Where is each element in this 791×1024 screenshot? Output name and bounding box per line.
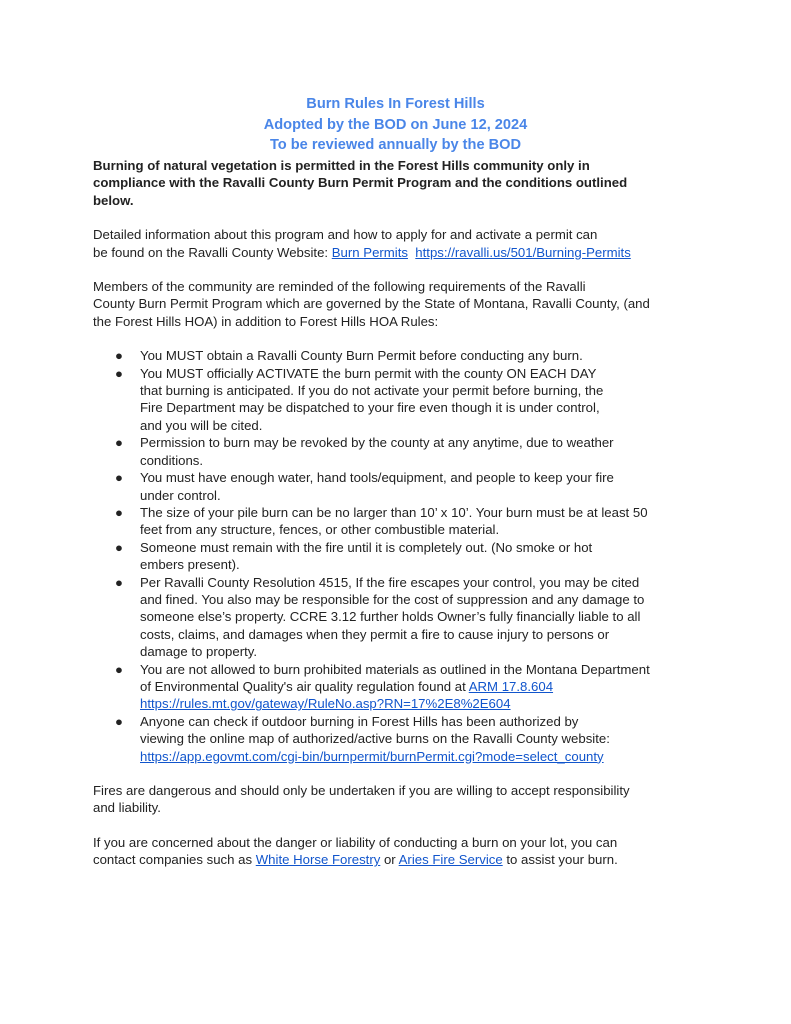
bullet-icon: ●	[115, 435, 123, 451]
ravalli-burning-permits-link[interactable]: https://ravalli.us/501/Burning-Permits	[415, 244, 631, 260]
list-item-text: Someone must remain with the fire until it is completely out. (No smoke or hot embers present).	[140, 539, 593, 573]
review-note: To be reviewed annually by the BOD	[269, 137, 522, 153]
list-item-text: Per Ravalli County Resolution 4515, If the fire escapes your control, you may be cited and fined. You also may be responsible for the cost of suppression and any damage to someone else’s property. CCRE 3.12 further holds Owner’s fully financially liable to all costs, claims, and damages when they permit a fire to cause injury to persons or damage to property.	[140, 574, 645, 660]
list-item	[93, 434, 713, 469]
danger-paragraph: Fires are dangerous and should only be undertaken if you are willing to accept responsibility and liability.	[93, 783, 630, 816]
list-item-text: Permission to burn may be revoked by the county at any anytime, due to weather conditions.	[140, 435, 614, 468]
bullet-icon: ●	[115, 539, 123, 555]
document-body	[93, 157, 713, 869]
white-horse-forestry-link[interactable]: White Horse Forestry	[255, 852, 381, 868]
document-header	[0, 94, 791, 156]
bullet-icon: ●	[115, 574, 123, 590]
map-text: Anyone can check if outdoor burning in Forest Hills has been authorized by viewing the online map of authorized/active burns on the Ravalli County website:	[140, 713, 610, 747]
details-paragraph	[93, 226, 713, 261]
concern-end-text: to assist your burn.	[502, 852, 618, 868]
adopted-date: Adopted by the BOD on June 12, 2024	[263, 116, 528, 133]
list-item	[93, 365, 713, 435]
list-item-text	[140, 662, 713, 713]
requirements-list	[93, 347, 713, 765]
intro-paragraph: Burning of natural vegetation is permitted in the Forest Hills community only in compliance with the Ravalli County Burn Permit Program and the conditions outlined below.	[93, 158, 628, 208]
list-item-text: You MUST obtain a Ravalli County Burn Permit before conducting any burn.	[140, 348, 583, 364]
list-item	[93, 347, 713, 364]
details-text: Detailed information about this program and how to apply for and activate a permit can be found on the Ravalli County Website:	[93, 227, 598, 260]
burn-map-url-link[interactable]: https://app.egovmt.com/cgi-bin/burnpermit/burnPermit.cgi?mode=select_county	[140, 748, 604, 764]
list-item	[93, 504, 713, 539]
concern-text: If you are concerned about the danger or liability of conducting a burn on your lot, you can contact companies such as	[93, 834, 618, 868]
list-item	[93, 469, 713, 504]
arm-link[interactable]: ARM 17.8.604	[468, 678, 554, 694]
concern-paragraph	[93, 834, 713, 869]
bullet-icon: ●	[115, 661, 123, 677]
concern-mid-text: or	[380, 852, 399, 868]
list-item-text: You must have enough water, hand tools/equipment, and people to keep your fire under control.	[140, 470, 614, 503]
arm-text: You are not allowed to burn prohibited materials as outlined in the Montana Department of Environmental Quality's air quality regulation found at	[140, 661, 650, 694]
list-item	[93, 539, 713, 574]
bullet-icon: ●	[115, 504, 123, 520]
burn-permits-link[interactable]: Burn Permits	[331, 244, 408, 260]
bullet-icon: ●	[115, 365, 123, 381]
bullet-icon: ●	[115, 470, 123, 486]
bullet-icon: ●	[115, 713, 123, 729]
list-item-text: The size of your pile burn can be no larger than 10’ x 10’. Your burn must be at least 50 feet from any structure, fences, or other combustible material.	[140, 504, 648, 538]
list-item-text	[140, 714, 713, 765]
list-item	[93, 713, 713, 765]
document-title: Burn Rules In Forest Hills	[306, 96, 485, 112]
aries-fire-service-link[interactable]: Aries Fire Service	[398, 852, 503, 868]
reminder-paragraph: Members of the community are reminded of the following requirements of the Ravalli County Burn Permit Program which are governed by the State of Montana, Ravalli County, (and the Forest Hills HOA) in addition to Forest Hills HOA Rules:	[93, 279, 650, 329]
list-item-text: You MUST officially ACTIVATE the burn permit with the county ON EACH DAY that burning is anticipated. If you do not activate your permit before burning, the Fire Department may be dispatched to your fire even though it is under control, and you will be cited.	[140, 365, 604, 433]
arm-url-link[interactable]: https://rules.mt.gov/gateway/RuleNo.asp?RN=17%2E8%2E604	[140, 696, 511, 712]
bullet-icon: ●	[115, 348, 123, 364]
list-item	[93, 574, 713, 661]
list-item	[93, 661, 713, 713]
